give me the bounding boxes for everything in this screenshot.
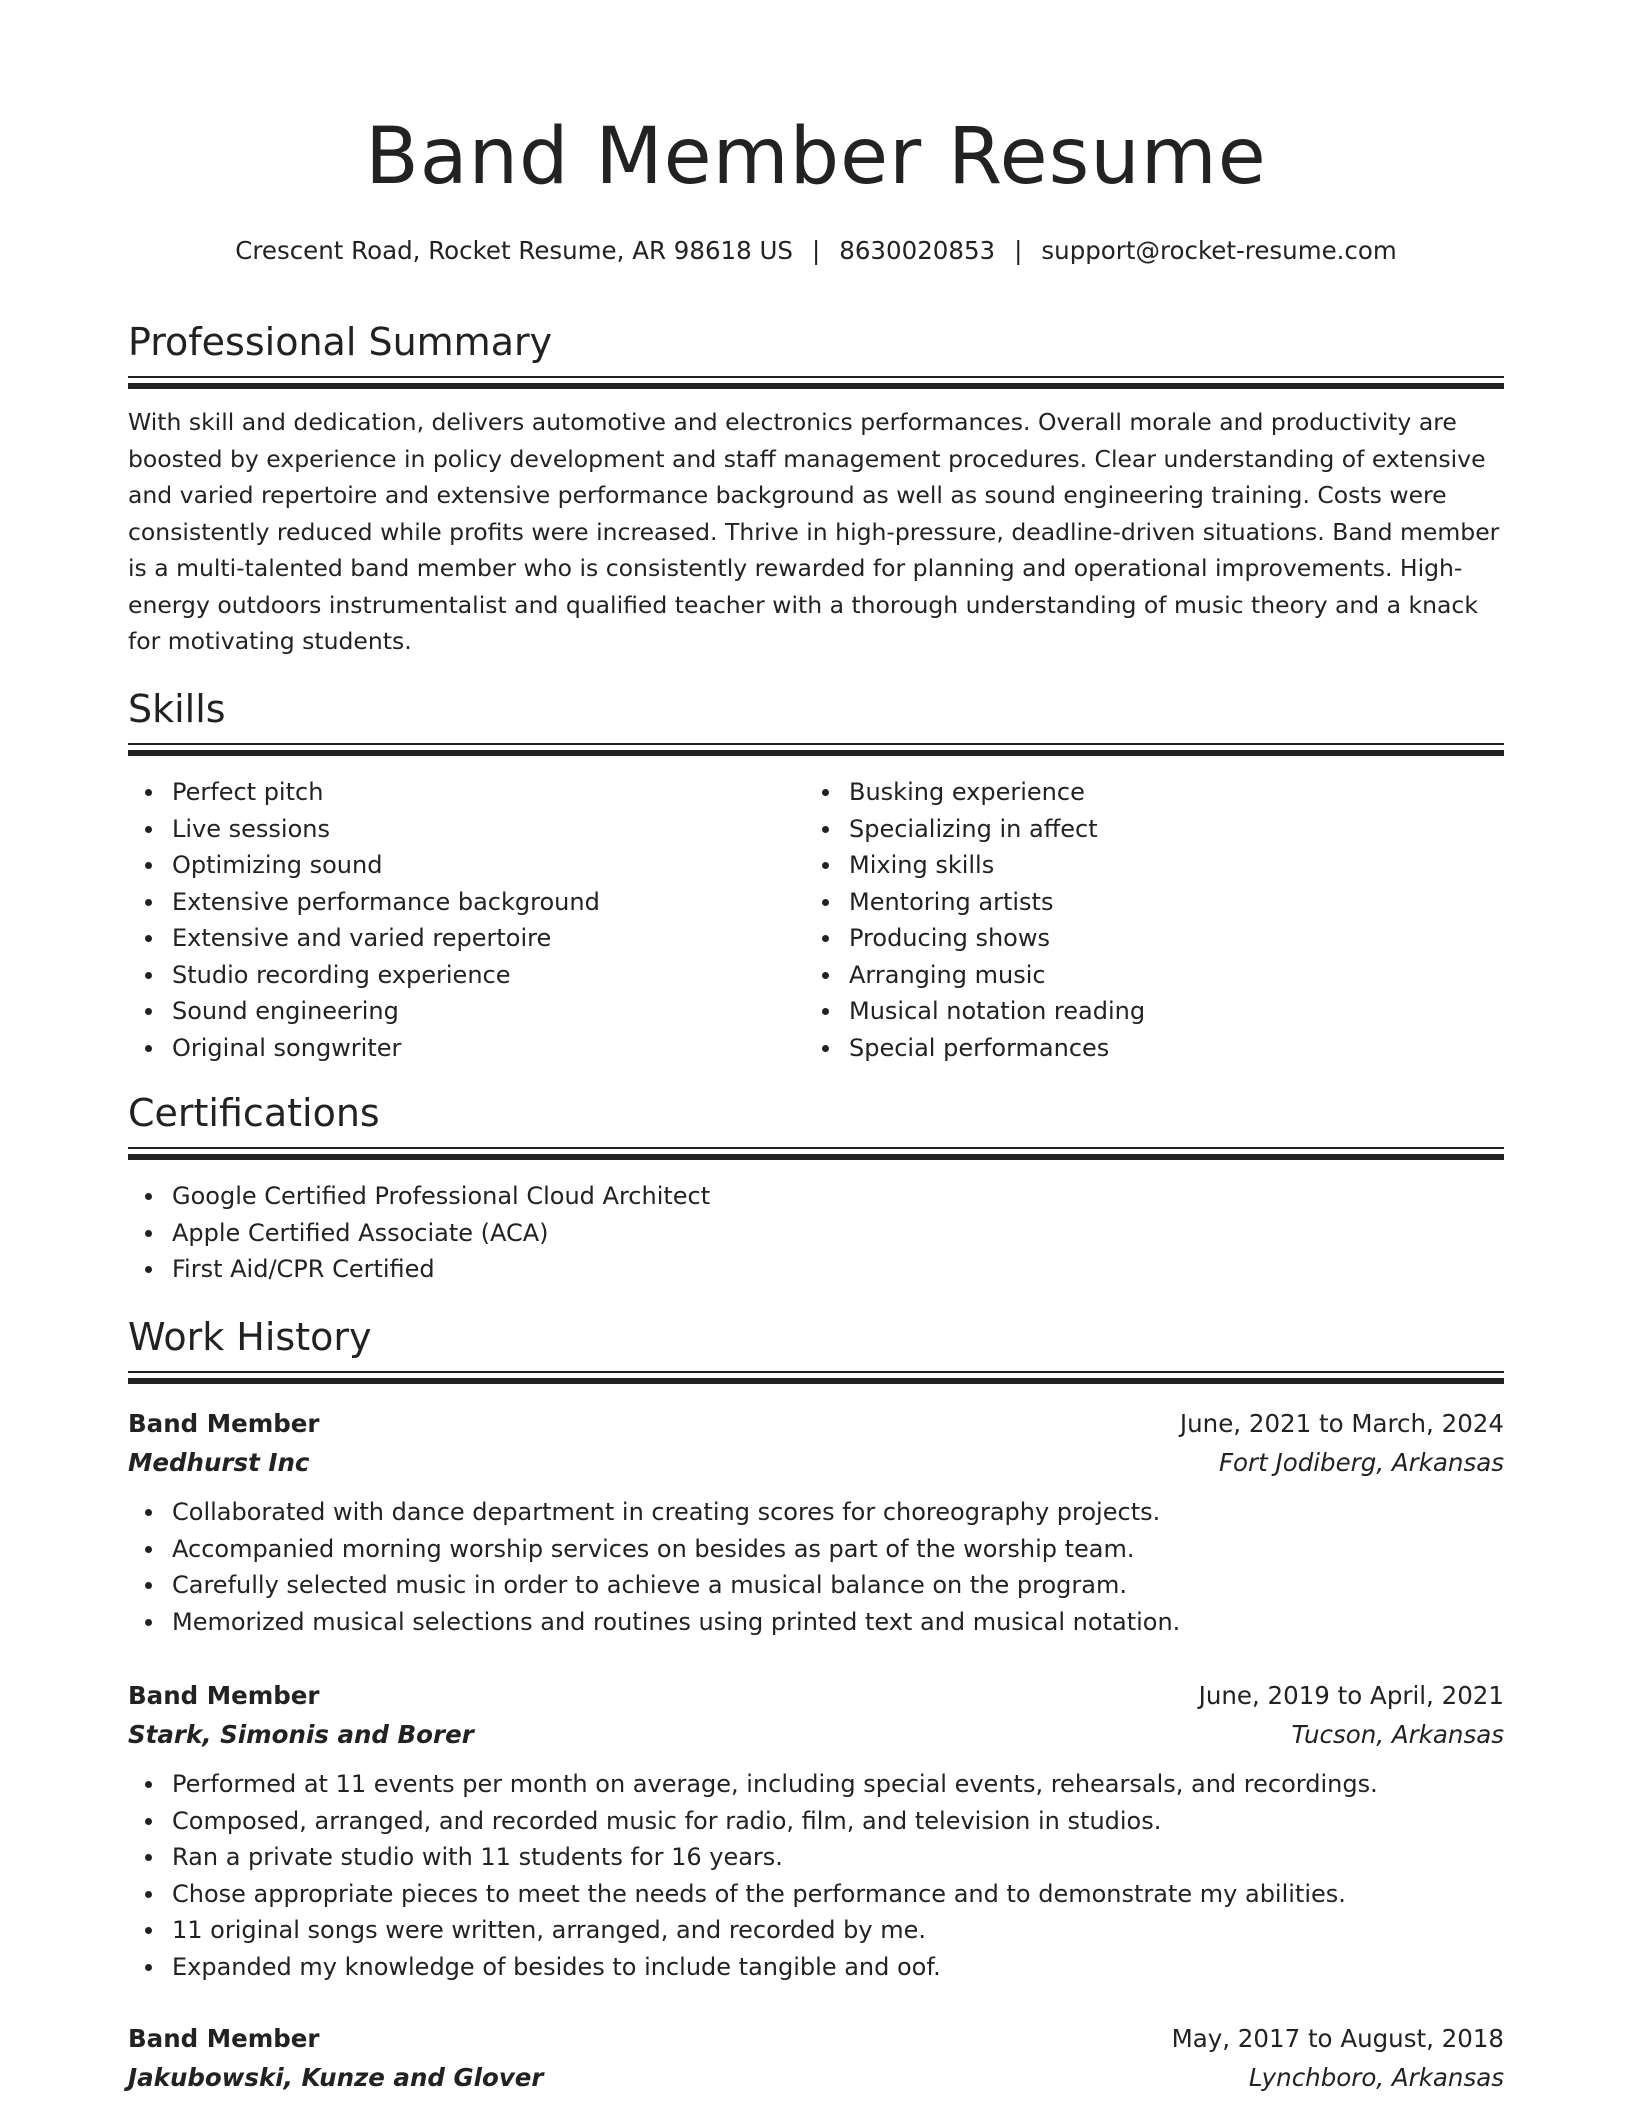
skills-heading: Skills — [128, 687, 226, 731]
skill-item: Special performances — [805, 1030, 1145, 1067]
job-company: Stark, Simonis and Borer — [128, 1720, 474, 1749]
job-bullet: Composed, arranged, and recorded music for radio, film, and television in studios. — [128, 1803, 1504, 1840]
section-divider — [128, 1147, 1504, 1161]
skill-item: Musical notation reading — [805, 993, 1145, 1030]
job-bullets — [128, 1766, 1504, 1985]
skill-item: Extensive and varied repertoire — [128, 920, 600, 957]
section-divider — [128, 1371, 1504, 1385]
job-bullet: Memorized musical selections and routines using printed text and musical notation. — [128, 1604, 1504, 1641]
job-entry — [128, 1676, 1504, 1985]
work-heading: Work History — [128, 1315, 372, 1359]
certification-item: First Aid/CPR Certified — [128, 1251, 710, 1288]
certifications-column — [128, 1178, 710, 1288]
job-bullet: Expanded my knowledge of besides to include tangible and oof. — [128, 1949, 1504, 1986]
summary-section-header — [128, 320, 1504, 364]
job-title: Band Member — [128, 1681, 320, 1710]
job-location: Lynchboro, Arkansas — [1248, 2063, 1504, 2092]
skills-right-column — [805, 774, 1145, 1066]
skill-item: Live sessions — [128, 811, 600, 848]
skill-item: Perfect pitch — [128, 774, 600, 811]
job-bullet: Collaborated with dance department in creating scores for choreography projects. — [128, 1494, 1504, 1531]
section-divider — [128, 376, 1504, 390]
contact-line — [128, 236, 1504, 265]
page-title: Band Member Resume — [365, 112, 1267, 202]
job-bullet: 11 original songs were written, arranged, and recorded by me. — [128, 1912, 1504, 1949]
certification-item: Google Certified Professional Cloud Architect — [128, 1178, 710, 1215]
section-divider — [128, 743, 1504, 757]
job-bullet: Ran a private studio with 11 students for 16 years. — [128, 1839, 1504, 1876]
work-section-header — [128, 1315, 1504, 1359]
job-entry — [128, 2019, 1504, 2097]
skills-left-list — [128, 774, 600, 1066]
job-title: Band Member — [128, 2024, 320, 2053]
job-bullets — [128, 1494, 1504, 1640]
contact-address: Crescent Road, Rocket Resume, AR 98618 US — [235, 236, 793, 265]
contact-phone: 8630020853 — [839, 236, 996, 265]
summary-text: With skill and dedication, delivers automotive and electronics performances. Overall morale and productivity are boosted by experience in policy development and staff management procedures. Clear understanding of extensive and varied repertoire and extensive performance background as well as sound engineering training. Costs were consistently reduced while profits were increased. Thrive in high-pressure, deadline-driven situations. Band member is a multi-talented band member who is consistently rewarded for planning and operational improvements. High-energy outdoors instrumentalist and qualified teacher with a thorough understanding of music theory and a knack for motivating students. — [128, 408, 1500, 655]
contact-separator: | — [1014, 236, 1023, 265]
job-bullet: Carefully selected music in order to achieve a musical balance on the program. — [128, 1567, 1504, 1604]
skill-item: Extensive performance background — [128, 884, 600, 921]
skills-right-list — [805, 774, 1145, 1066]
skill-item: Original songwriter — [128, 1030, 600, 1067]
job-dates: May, 2017 to August, 2018 — [1171, 2024, 1504, 2053]
job-dates: June, 2019 to April, 2021 — [1198, 1681, 1504, 1710]
skill-item: Sound engineering — [128, 993, 600, 1030]
certifications-list — [128, 1178, 710, 1288]
certifications-heading: Certifications — [128, 1091, 380, 1135]
certification-item: Apple Certified Associate (ACA) — [128, 1215, 710, 1252]
job-title: Band Member — [128, 1409, 320, 1438]
contact-separator: | — [811, 236, 821, 265]
certifications-section-header — [128, 1091, 1504, 1135]
skill-item: Optimizing sound — [128, 847, 600, 884]
job-bullet: Chose appropriate pieces to meet the needs of the performance and to demonstrate my abilities. — [128, 1876, 1504, 1913]
contact-email: support@rocket-resume.com — [1041, 236, 1397, 265]
skill-item: Specializing in affect — [805, 811, 1145, 848]
skill-item: Mixing skills — [805, 847, 1145, 884]
job-dates: June, 2021 to March, 2024 — [1179, 1409, 1504, 1438]
summary-heading: Professional Summary — [128, 320, 553, 364]
skill-item: Producing shows — [805, 920, 1145, 957]
skills-left-column — [128, 774, 600, 1066]
job-bullet: Accompanied morning worship services on besides as part of the worship team. — [128, 1531, 1504, 1568]
job-entry — [128, 1404, 1504, 1640]
skill-item: Busking experience — [805, 774, 1145, 811]
skill-item: Mentoring artists — [805, 884, 1145, 921]
job-company: Jakubowski, Kunze and Glover — [128, 2063, 544, 2092]
job-location: Tucson, Arkansas — [1291, 1720, 1504, 1749]
skill-item: Studio recording experience — [128, 957, 600, 994]
skills-section-header — [128, 687, 1504, 731]
job-company: Medhurst Inc — [128, 1448, 310, 1477]
job-location: Fort Jodiberg, Arkansas — [1218, 1448, 1504, 1477]
job-bullet: Performed at 11 events per month on average, including special events, rehearsals, and recordings. — [128, 1766, 1504, 1803]
skill-item: Arranging music — [805, 957, 1145, 994]
